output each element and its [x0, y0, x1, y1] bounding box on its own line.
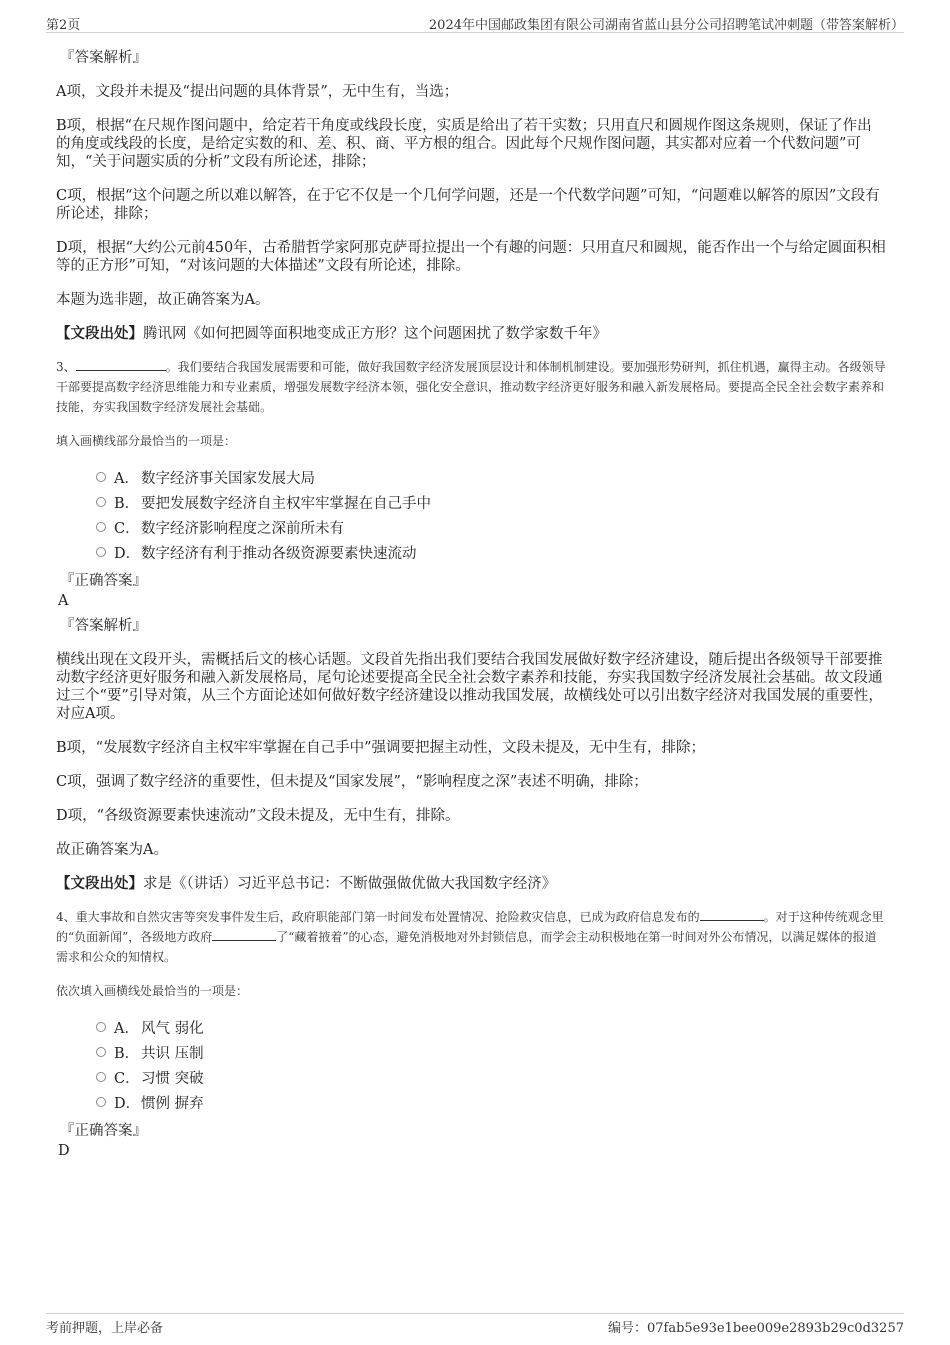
option-d[interactable]: [56, 542, 886, 567]
page-number: 第2页: [46, 18, 81, 33]
option-letter: B．: [114, 1046, 140, 1062]
option-b[interactable]: [56, 1042, 886, 1067]
question-number: 3、: [56, 360, 76, 374]
option-text: 共识 压制: [141, 1046, 204, 1062]
analysis-paragraph: A项，文段并未提及“提出问题的具体背景”，无中生有，当选；: [56, 84, 459, 100]
option-letter: A．: [114, 471, 139, 487]
radio-icon[interactable]: [96, 522, 106, 532]
page-header: [46, 12, 904, 33]
question-3-options: [56, 467, 886, 567]
option-letter: C．: [114, 1071, 140, 1087]
option-text: 数字经济有利于推动各级资源要素快速流动: [141, 546, 417, 562]
correct-answer: D: [58, 1143, 70, 1159]
question-text-part: 。对于这种传统观念里的“负面新闻”，各级地方政府: [56, 910, 884, 944]
analysis-paragraph: C项，根据“这个问题之所以难以解答，在于它不仅是一个几何学问题，还是一个代数学问题”可知，“问题难以解答的原因”文段有所论述，排除；: [56, 188, 880, 222]
analysis-paragraph: 横线出现在文段开头，需概括后文的核心话题。文段首先指出我们要结合我国发展做好数字经济建设，随后提出各级领导干部要推动数字经济更好服务和融入新发展格局，尾句论述要提高全民全社会数字素养和技能，夯实我国数字经济发展社会基础。故文段通过三个“要”引导对策，从三个方面论述如何做好数字经济建设以推动我国发展，故横线处可以引出数字经济对我国发展的重要性，对应A项。: [56, 652, 883, 722]
analysis-paragraph: D项，“各级资源要素快速流动”文段未提及，无中生有，排除。: [56, 808, 460, 824]
question-text: 。我们要结合我国发展需要和可能，做好我国数字经济发展顶层设计和体制机制建设。要加强形势研判，抓住机遇，赢得主动。各级领导干部要提高数字经济思维能力和专业素质，增强发展数字经济本领，强化安全意识，推动数字经济更好服务和融入新发展格局。要提高全民全社会数字素养和技能，夯实我国数字经济发展社会基础。: [56, 360, 886, 414]
option-c[interactable]: [56, 1067, 886, 1092]
footer-slogan: 考前押题，上岸必备: [46, 1321, 164, 1336]
radio-icon[interactable]: [96, 547, 106, 557]
analysis-paragraph: B项，根据“在尺规作图问题中，给定若干角度或线段长度，实质是给出了若干实数；只用直尺和圆规作图这条规则，保证了作出的角度或线段的长度，是给定实数的和、差、积、商、平方根的组合。因此每个尺规作图问题，其实都对应着一个代数问题”可知，“关于问题实质的分析”文段有所论述，排除；: [56, 118, 872, 170]
question-prompt: 依次填入画横线处最恰当的一项是：: [56, 984, 249, 998]
option-text: 数字经济影响程度之深前所未有: [141, 521, 344, 537]
question-prompt: 填入画横线部分最恰当的一项是：: [56, 434, 237, 448]
radio-icon[interactable]: [96, 1047, 106, 1057]
option-letter: C．: [114, 521, 140, 537]
answer-analysis-label: 『答案解析』: [60, 50, 147, 66]
source-text: 腾讯网《如何把圆等面积地变成正方形？这个问题困扰了数学家数千年》: [143, 326, 607, 342]
correct-answer-label: 『正确答案』: [60, 1123, 147, 1139]
answer-analysis-label: 『答案解析』: [60, 618, 147, 634]
radio-icon[interactable]: [96, 1022, 106, 1032]
question-text-part: 了“藏着掖着”的心态，避免消极地对外封锁信息，而学会主动积极地在第一时间对外公布情况，以满足媒体的报道需求和公众的知情权。: [56, 930, 877, 964]
radio-icon[interactable]: [96, 1097, 106, 1107]
option-a[interactable]: [56, 1017, 886, 1042]
source-label: 【文段出处】: [56, 875, 143, 892]
source-text: 求是《（讲话）习近平总书记：不断做强做优做大我国数字经济》: [143, 876, 557, 892]
analysis-paragraph: D项，根据“大约公元前450年，古希腊哲学家阿那克萨哥拉提出一个有趣的问题：只用直尺和圆规，能否作出一个与给定圆面积相等的正方形”可知，“对该问题的大体描述”文段有所论述，排除。: [56, 240, 886, 274]
question-text-part: 重大事故和自然灾害等突发事件发生后，政府职能部门第一时间发布处置情况、抢险救灾信息，已成为政府信息发布的: [75, 910, 700, 924]
option-text: 风气 弱化: [141, 1021, 204, 1037]
radio-icon[interactable]: [96, 1072, 106, 1082]
radio-icon[interactable]: [96, 472, 106, 482]
option-letter: D．: [114, 1096, 141, 1112]
question-4-options: [56, 1017, 886, 1117]
option-text: 数字经济事关国家发展大局: [141, 471, 315, 487]
option-letter: A．: [114, 1021, 139, 1037]
source-label: 【文段出处】: [56, 325, 143, 342]
source-citation: [56, 325, 886, 343]
fill-blank: [76, 358, 166, 371]
fill-blank: [212, 928, 276, 941]
option-text: 习惯 突破: [141, 1071, 204, 1087]
option-b[interactable]: [56, 492, 886, 517]
document-id: 编号：07fab5e93e1bee009e2893b29c0d3257: [607, 1321, 904, 1336]
page-footer: [46, 1313, 904, 1336]
option-a[interactable]: [56, 467, 886, 492]
document-title: 2024年中国邮政集团有限公司湖南省蓝山县分公司招聘笔试冲刺题（带答案解析）: [428, 18, 904, 33]
option-c[interactable]: [56, 517, 886, 542]
option-letter: B．: [114, 496, 140, 512]
correct-answer-label: 『正确答案』: [60, 573, 147, 589]
option-text: 要把发展数字经济自主权牢牢掌握在自己手中: [141, 496, 431, 512]
question-4-stem: [56, 907, 886, 967]
source-citation: [56, 875, 886, 893]
correct-answer: A: [58, 593, 69, 609]
option-text: 惯例 摒弃: [141, 1096, 204, 1112]
analysis-conclusion: 本题为选非题，故正确答案为A。: [56, 292, 270, 308]
main-content: [56, 46, 886, 1160]
option-d[interactable]: [56, 1092, 886, 1117]
radio-icon[interactable]: [96, 497, 106, 507]
option-letter: D．: [114, 546, 141, 562]
fill-blank: [700, 908, 764, 921]
question-number: 4、: [56, 910, 76, 924]
analysis-conclusion: 故正确答案为A。: [56, 842, 168, 858]
analysis-paragraph: C项，强调了数字经济的重要性，但未提及“国家发展”，“影响程度之深”表述不明确，排除；: [56, 774, 648, 790]
analysis-paragraph: B项，“发展数字经济自主权牢牢掌握在自己手中”强调要把握主动性，文段未提及，无中生有，排除；: [56, 740, 705, 756]
question-3-stem: [56, 357, 886, 417]
